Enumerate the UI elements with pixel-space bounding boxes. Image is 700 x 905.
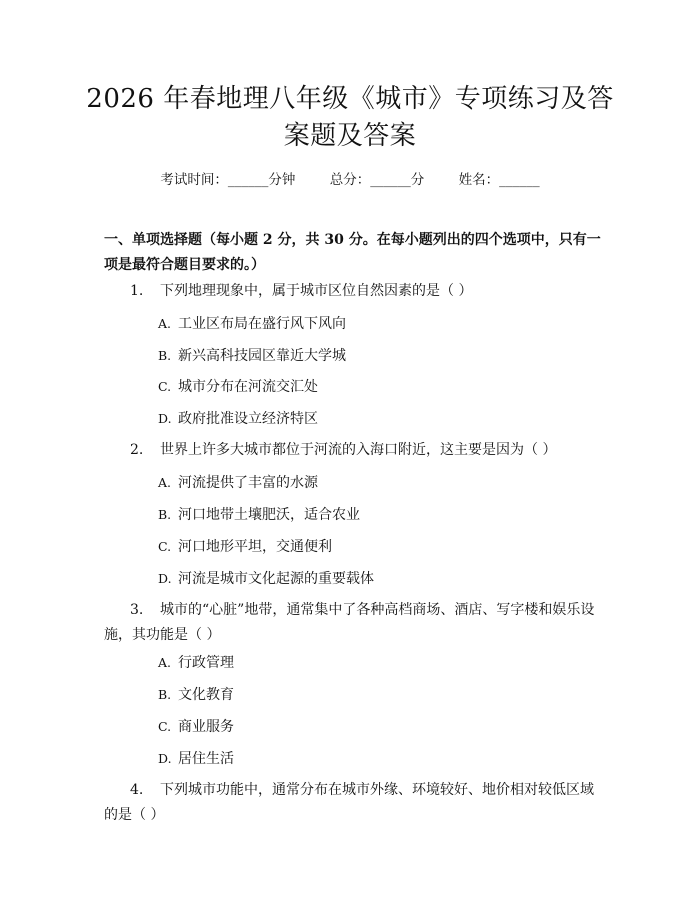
question-text: 下列地理现象中，属于城市区位自然因素的是（ ）	[160, 283, 473, 299]
option-1d	[158, 409, 318, 429]
question-1	[104, 279, 604, 304]
option-1b	[158, 346, 346, 366]
option-1a	[158, 314, 346, 334]
option-text: 河流是城市文化起源的重要载体	[178, 571, 374, 587]
option-2b	[158, 505, 360, 525]
option-text: 文化教育	[178, 687, 234, 703]
question-number: 4.	[130, 782, 144, 798]
exam-title-line1: 2026 年春地理八年级《城市》专项练习及答	[86, 84, 614, 114]
exam-meta	[0, 168, 700, 188]
option-letter: D.	[158, 751, 172, 766]
option-text: 行政管理	[178, 655, 234, 671]
total-score-field: 总分：______分	[329, 172, 425, 188]
name-field: 姓名：______	[458, 172, 540, 188]
option-letter: C.	[158, 719, 172, 734]
exam-time-field: 考试时间：______分钟	[160, 172, 296, 188]
option-text: 政府批准设立经济特区	[178, 411, 318, 427]
option-letter: B.	[158, 507, 172, 522]
option-text: 居住生活	[178, 751, 234, 767]
question-2	[104, 438, 604, 463]
question-number: 2.	[130, 442, 144, 458]
option-letter: D.	[158, 571, 172, 586]
option-3d	[158, 749, 234, 769]
option-letter: D.	[158, 411, 172, 426]
question-text: 城市的“心脏”地带，通常集中了各种高档商场、酒店、写字楼和娱乐设施，其功能是（ ）	[104, 602, 595, 643]
option-text: 新兴高科技园区靠近大学城	[178, 348, 346, 364]
option-letter: A.	[158, 316, 172, 331]
option-2d	[158, 569, 374, 589]
option-2c	[158, 537, 332, 557]
option-letter: C.	[158, 379, 172, 394]
option-letter: B.	[158, 687, 172, 702]
option-3c	[158, 717, 234, 737]
option-text: 河口地带土壤肥沃，适合农业	[178, 507, 360, 523]
question-number: 3.	[130, 602, 144, 618]
exam-title-line2: 案题及答案	[283, 121, 417, 151]
question-4	[104, 778, 604, 828]
question-text: 下列城市功能中，通常分布在城市外缘、环境较好、地价相对较低区域的是（ ）	[104, 782, 594, 823]
option-text: 河口地形平坦，交通便利	[178, 539, 332, 555]
option-letter: B.	[158, 348, 172, 363]
option-text: 商业服务	[178, 719, 234, 735]
section-heading: 一、单项选择题（每小题 2 分，共 30 分。在每小题列出的四个选项中，只有一项是最符合题目要求的。）	[104, 232, 601, 273]
option-letter: A.	[158, 655, 172, 670]
question-3	[104, 598, 604, 648]
option-letter: A.	[158, 475, 172, 490]
option-text: 河流提供了丰富的水源	[178, 475, 318, 491]
option-3a	[158, 653, 234, 673]
option-1c	[158, 377, 318, 397]
option-2a	[158, 473, 318, 493]
option-3b	[158, 685, 234, 705]
option-letter: C.	[158, 539, 172, 554]
question-number: 1.	[130, 283, 144, 299]
question-text: 世界上许多大城市都位于河流的入海口附近，这主要是因为（ ）	[160, 442, 557, 458]
option-text: 工业区布局在盛行风下风向	[178, 316, 346, 332]
option-text: 城市分布在河流交汇处	[178, 379, 318, 395]
